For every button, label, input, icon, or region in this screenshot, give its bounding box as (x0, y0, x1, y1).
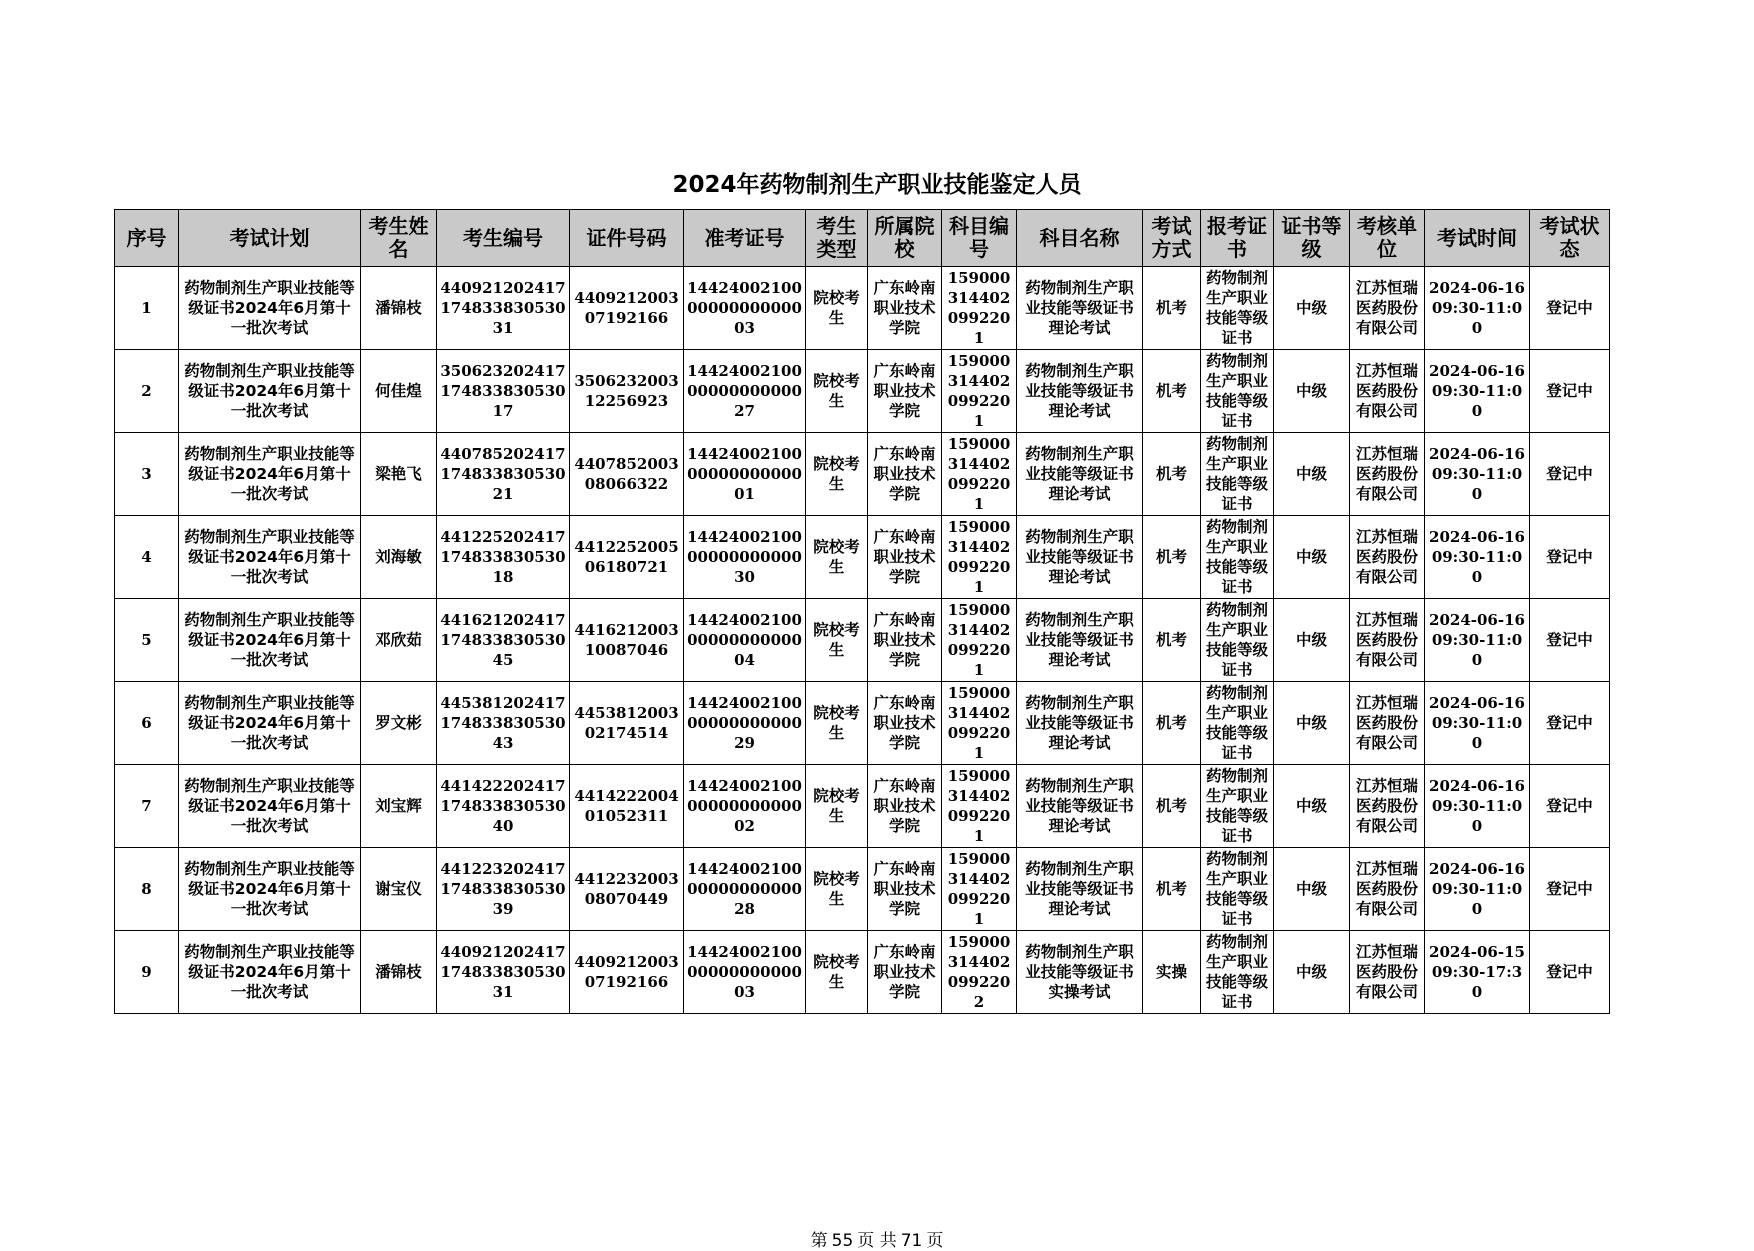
table-row (115, 848, 1610, 931)
cell-seq: 6 (115, 682, 179, 765)
cell-status: 登记中 (1530, 931, 1610, 1014)
cell-subject-name: 药物制剂生产职业技能等级证书理论考试 (1017, 848, 1143, 931)
cell-time: 2024-06-16 09:30-11:00 (1425, 516, 1530, 599)
cell-name: 刘宝辉 (361, 765, 437, 848)
cell-method: 机考 (1143, 848, 1201, 931)
cell-subject-name: 药物制剂生产职业技能等级证书理论考试 (1017, 433, 1143, 516)
cell-subject-name: 药物制剂生产职业技能等级证书理论考试 (1017, 516, 1143, 599)
cell-seq: 5 (115, 599, 179, 682)
cell-level: 中级 (1274, 765, 1350, 848)
cell-subject-name: 药物制剂生产职业技能等级证书理论考试 (1017, 267, 1143, 350)
header-level: 证书等级 (1274, 210, 1350, 267)
cell-time: 2024-06-15 09:30-17:30 (1425, 931, 1530, 1014)
cell-level: 中级 (1274, 267, 1350, 350)
cell-type: 院校考生 (806, 599, 868, 682)
cell-subject-name: 药物制剂生产职业技能等级证书理论考试 (1017, 350, 1143, 433)
table-header-row (115, 210, 1610, 267)
footer-page-current: 55 (831, 1231, 854, 1251)
cell-ticket-no: 144240021000000000000002 (684, 765, 806, 848)
cell-certificate: 药物制剂生产职业技能等级证书 (1201, 350, 1274, 433)
cell-method: 机考 (1143, 516, 1201, 599)
cell-subject-name: 药物制剂生产职业技能等级证书理论考试 (1017, 765, 1143, 848)
cell-certificate: 药物制剂生产职业技能等级证书 (1201, 931, 1274, 1014)
cell-candidate-no: 44078520241717483383053021 (437, 433, 570, 516)
cell-level: 中级 (1274, 931, 1350, 1014)
cell-seq: 1 (115, 267, 179, 350)
cell-certificate: 药物制剂生产职业技能等级证书 (1201, 848, 1274, 931)
cell-candidate-no: 44092120241717483383053031 (437, 931, 570, 1014)
cell-level: 中级 (1274, 682, 1350, 765)
cell-subject-no: 1590003144020992202 (942, 931, 1017, 1014)
cell-certificate: 药物制剂生产职业技能等级证书 (1201, 433, 1274, 516)
document-title: 2024年药物制剂生产职业技能鉴定人员 (672, 172, 1082, 198)
table-row (115, 433, 1610, 516)
cell-seq: 3 (115, 433, 179, 516)
cell-unit: 江苏恒瑞医药股份有限公司 (1350, 433, 1425, 516)
table-row (115, 350, 1610, 433)
cell-level: 中级 (1274, 433, 1350, 516)
cell-id-no: 440921200307192166 (570, 267, 684, 350)
cell-school: 广东岭南职业技术学院 (868, 931, 942, 1014)
cell-subject-no: 1590003144020992201 (942, 848, 1017, 931)
cell-subject-no: 1590003144020992201 (942, 267, 1017, 350)
cell-type: 院校考生 (806, 267, 868, 350)
cell-status: 登记中 (1530, 682, 1610, 765)
cell-type: 院校考生 (806, 350, 868, 433)
cell-school: 广东岭南职业技术学院 (868, 433, 942, 516)
cell-method: 机考 (1143, 267, 1201, 350)
cell-plan: 药物制剂生产职业技能等级证书2024年6月第十一批次考试 (179, 931, 361, 1014)
cell-plan: 药物制剂生产职业技能等级证书2024年6月第十一批次考试 (179, 682, 361, 765)
cell-seq: 4 (115, 516, 179, 599)
cell-candidate-no: 44142220241717483383053040 (437, 765, 570, 848)
cell-unit: 江苏恒瑞医药股份有限公司 (1350, 350, 1425, 433)
cell-status: 登记中 (1530, 516, 1610, 599)
cell-plan: 药物制剂生产职业技能等级证书2024年6月第十一批次考试 (179, 433, 361, 516)
cell-subject-name: 药物制剂生产职业技能等级证书理论考试 (1017, 599, 1143, 682)
cell-ticket-no: 144240021000000000000027 (684, 350, 806, 433)
cell-type: 院校考生 (806, 931, 868, 1014)
cell-certificate: 药物制剂生产职业技能等级证书 (1201, 599, 1274, 682)
cell-method: 机考 (1143, 682, 1201, 765)
cell-level: 中级 (1274, 848, 1350, 931)
cell-seq: 9 (115, 931, 179, 1014)
cell-seq: 8 (115, 848, 179, 931)
cell-id-no: 440785200308066322 (570, 433, 684, 516)
cell-certificate: 药物制剂生产职业技能等级证书 (1201, 516, 1274, 599)
header-method: 考试方式 (1143, 210, 1201, 267)
cell-unit: 江苏恒瑞医药股份有限公司 (1350, 848, 1425, 931)
cell-name: 潘锦枝 (361, 267, 437, 350)
cell-name: 刘海敏 (361, 516, 437, 599)
cell-subject-name: 药物制剂生产职业技能等级证书实操考试 (1017, 931, 1143, 1014)
cell-plan: 药物制剂生产职业技能等级证书2024年6月第十一批次考试 (179, 350, 361, 433)
cell-time: 2024-06-16 09:30-11:00 (1425, 433, 1530, 516)
cell-type: 院校考生 (806, 765, 868, 848)
cell-plan: 药物制剂生产职业技能等级证书2024年6月第十一批次考试 (179, 848, 361, 931)
candidate-table (114, 209, 1610, 1014)
cell-certificate: 药物制剂生产职业技能等级证书 (1201, 267, 1274, 350)
cell-unit: 江苏恒瑞医药股份有限公司 (1350, 765, 1425, 848)
cell-candidate-no: 44122320241717483383053039 (437, 848, 570, 931)
cell-unit: 江苏恒瑞医药股份有限公司 (1350, 267, 1425, 350)
cell-name: 何佳煌 (361, 350, 437, 433)
cell-time: 2024-06-16 09:30-11:00 (1425, 682, 1530, 765)
cell-school: 广东岭南职业技术学院 (868, 350, 942, 433)
cell-ticket-no: 144240021000000000000001 (684, 433, 806, 516)
table-row (115, 267, 1610, 350)
cell-school: 广东岭南职业技术学院 (868, 848, 942, 931)
cell-status: 登记中 (1530, 599, 1610, 682)
cell-unit: 江苏恒瑞医药股份有限公司 (1350, 682, 1425, 765)
cell-ticket-no: 144240021000000000000029 (684, 682, 806, 765)
table-row (115, 516, 1610, 599)
header-name: 考生姓名 (361, 210, 437, 267)
header-unit: 考核单位 (1350, 210, 1425, 267)
header-subject-no: 科目编号 (942, 210, 1017, 267)
cell-time: 2024-06-16 09:30-11:00 (1425, 599, 1530, 682)
cell-school: 广东岭南职业技术学院 (868, 267, 942, 350)
cell-id-no: 441223200308070449 (570, 848, 684, 931)
cell-id-no: 350623200312256923 (570, 350, 684, 433)
cell-method: 机考 (1143, 433, 1201, 516)
cell-id-no: 441621200310087046 (570, 599, 684, 682)
cell-seq: 7 (115, 765, 179, 848)
cell-unit: 江苏恒瑞医药股份有限公司 (1350, 516, 1425, 599)
cell-plan: 药物制剂生产职业技能等级证书2024年6月第十一批次考试 (179, 267, 361, 350)
cell-time: 2024-06-16 09:30-11:00 (1425, 765, 1530, 848)
cell-type: 院校考生 (806, 516, 868, 599)
cell-method: 机考 (1143, 599, 1201, 682)
page-footer (0, 1226, 1754, 1251)
cell-method: 实操 (1143, 931, 1201, 1014)
header-subject-name: 科目名称 (1017, 210, 1143, 267)
cell-id-no: 441422200401052311 (570, 765, 684, 848)
cell-unit: 江苏恒瑞医药股份有限公司 (1350, 931, 1425, 1014)
cell-time: 2024-06-16 09:30-11:00 (1425, 848, 1530, 931)
cell-unit: 江苏恒瑞医药股份有限公司 (1350, 599, 1425, 682)
cell-school: 广东岭南职业技术学院 (868, 516, 942, 599)
cell-type: 院校考生 (806, 433, 868, 516)
cell-name: 潘锦枝 (361, 931, 437, 1014)
header-type: 考生类型 (806, 210, 868, 267)
table-row (115, 599, 1610, 682)
table-row (115, 931, 1610, 1014)
footer-page-total: 71 (900, 1231, 923, 1251)
header-status: 考试状态 (1530, 210, 1610, 267)
cell-name: 梁艳飞 (361, 433, 437, 516)
cell-subject-name: 药物制剂生产职业技能等级证书理论考试 (1017, 682, 1143, 765)
cell-subject-no: 1590003144020992201 (942, 350, 1017, 433)
footer-suffix: 页 (926, 1231, 944, 1251)
cell-plan: 药物制剂生产职业技能等级证书2024年6月第十一批次考试 (179, 765, 361, 848)
cell-method: 机考 (1143, 350, 1201, 433)
footer-mid: 页 共 (857, 1231, 897, 1251)
cell-school: 广东岭南职业技术学院 (868, 682, 942, 765)
cell-id-no: 441225200506180721 (570, 516, 684, 599)
cell-candidate-no: 44092120241717483383053031 (437, 267, 570, 350)
cell-status: 登记中 (1530, 433, 1610, 516)
cell-seq: 2 (115, 350, 179, 433)
cell-subject-no: 1590003144020992201 (942, 599, 1017, 682)
header-certificate: 报考证书 (1201, 210, 1274, 267)
cell-type: 院校考生 (806, 848, 868, 931)
cell-school: 广东岭南职业技术学院 (868, 765, 942, 848)
cell-candidate-no: 44122520241717483383053018 (437, 516, 570, 599)
cell-candidate-no: 35062320241717483383053017 (437, 350, 570, 433)
cell-subject-no: 1590003144020992201 (942, 765, 1017, 848)
cell-id-no: 445381200302174514 (570, 682, 684, 765)
cell-ticket-no: 144240021000000000000004 (684, 599, 806, 682)
cell-time: 2024-06-16 09:30-11:00 (1425, 350, 1530, 433)
cell-school: 广东岭南职业技术学院 (868, 599, 942, 682)
cell-name: 谢宝仪 (361, 848, 437, 931)
cell-type: 院校考生 (806, 682, 868, 765)
header-ticket-no: 准考证号 (684, 210, 806, 267)
cell-subject-no: 1590003144020992201 (942, 516, 1017, 599)
cell-plan: 药物制剂生产职业技能等级证书2024年6月第十一批次考试 (179, 516, 361, 599)
cell-status: 登记中 (1530, 267, 1610, 350)
cell-status: 登记中 (1530, 848, 1610, 931)
header-time: 考试时间 (1425, 210, 1530, 267)
cell-name: 罗文彬 (361, 682, 437, 765)
header-seq: 序号 (115, 210, 179, 267)
cell-id-no: 440921200307192166 (570, 931, 684, 1014)
header-school: 所属院校 (868, 210, 942, 267)
cell-ticket-no: 144240021000000000000028 (684, 848, 806, 931)
cell-status: 登记中 (1530, 350, 1610, 433)
cell-name: 邓欣茹 (361, 599, 437, 682)
cell-certificate: 药物制剂生产职业技能等级证书 (1201, 682, 1274, 765)
cell-status: 登记中 (1530, 765, 1610, 848)
cell-time: 2024-06-16 09:30-11:00 (1425, 267, 1530, 350)
cell-ticket-no: 144240021000000000000030 (684, 516, 806, 599)
header-id-no: 证件号码 (570, 210, 684, 267)
table-row (115, 682, 1610, 765)
cell-level: 中级 (1274, 350, 1350, 433)
cell-ticket-no: 144240021000000000000003 (684, 931, 806, 1014)
header-candidate-no: 考生编号 (437, 210, 570, 267)
cell-level: 中级 (1274, 599, 1350, 682)
footer-prefix: 第 (810, 1231, 828, 1251)
cell-ticket-no: 144240021000000000000003 (684, 267, 806, 350)
cell-certificate: 药物制剂生产职业技能等级证书 (1201, 765, 1274, 848)
cell-candidate-no: 44162120241717483383053045 (437, 599, 570, 682)
cell-method: 机考 (1143, 765, 1201, 848)
cell-level: 中级 (1274, 516, 1350, 599)
cell-subject-no: 1590003144020992201 (942, 682, 1017, 765)
header-plan: 考试计划 (179, 210, 361, 267)
cell-plan: 药物制剂生产职业技能等级证书2024年6月第十一批次考试 (179, 599, 361, 682)
cell-subject-no: 1590003144020992201 (942, 433, 1017, 516)
cell-candidate-no: 44538120241717483383053043 (437, 682, 570, 765)
table-row (115, 765, 1610, 848)
